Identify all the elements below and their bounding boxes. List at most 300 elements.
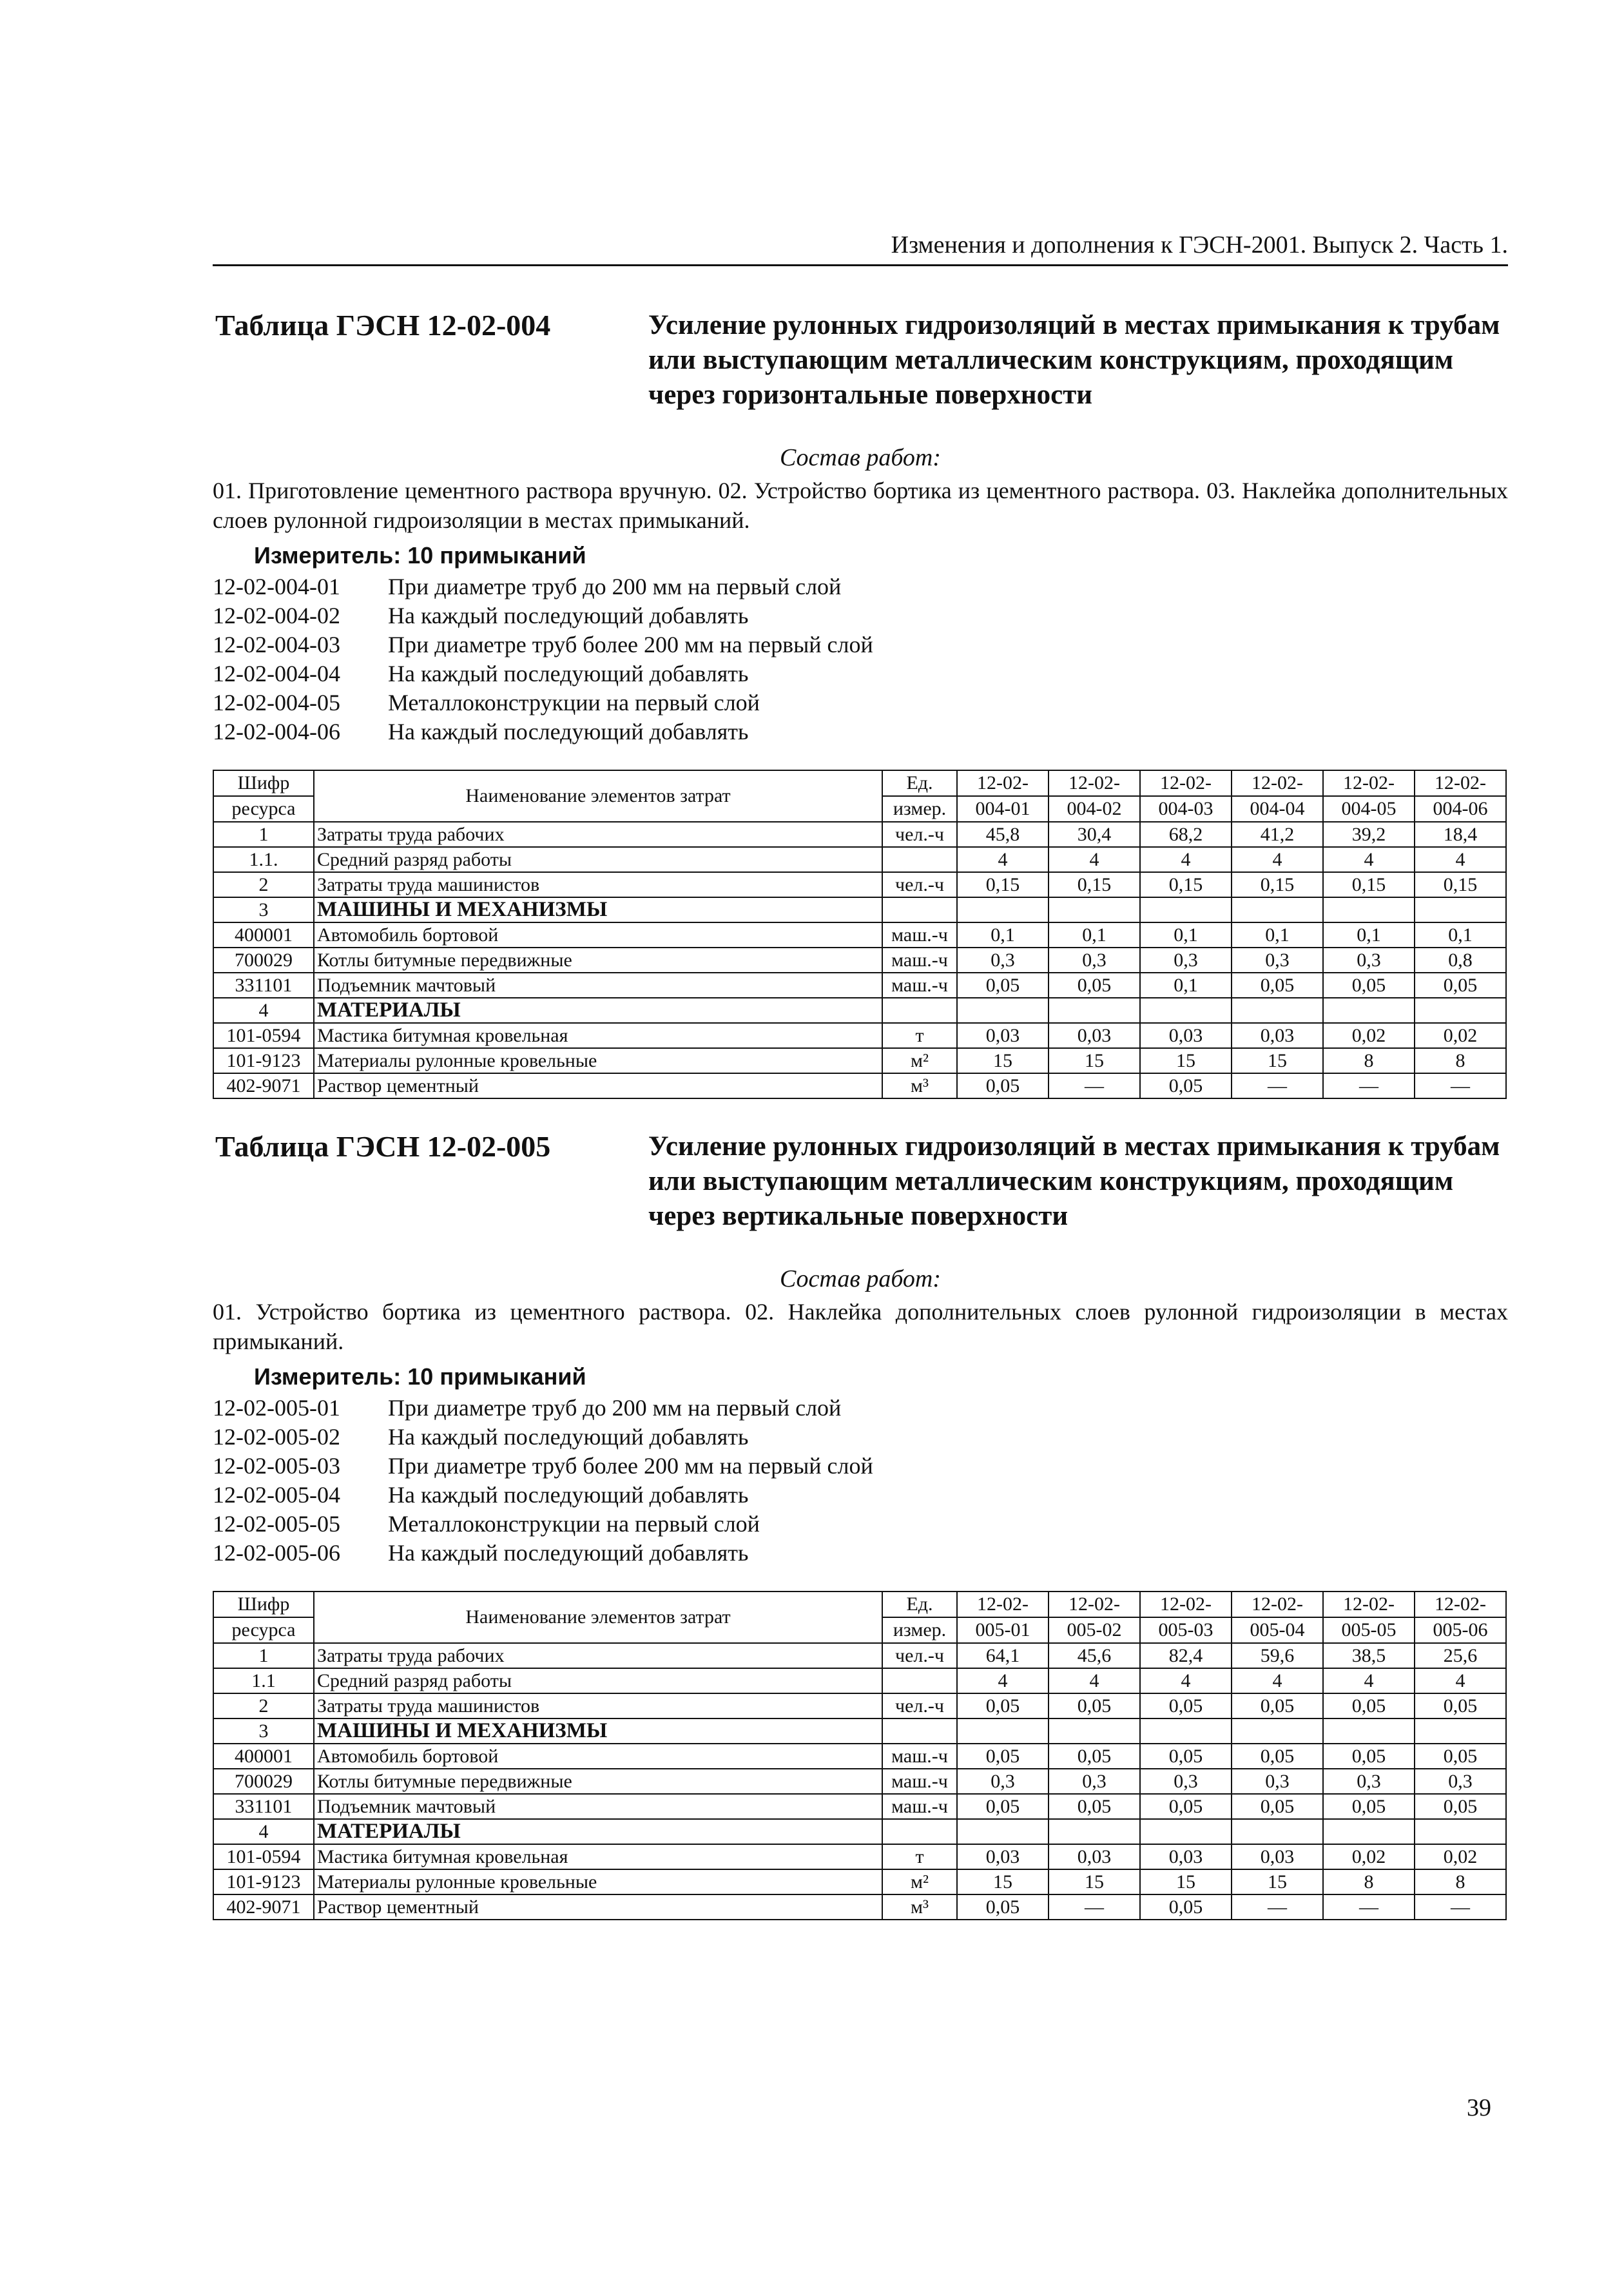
norm-value [1232, 897, 1323, 922]
resource-name: Затраты труда рабочих [314, 1643, 882, 1668]
norm-value: 0,1 [1140, 922, 1232, 948]
resource-name: Раствор цементный [314, 1894, 882, 1920]
code-list-item [213, 659, 1508, 688]
page-number: 39 [1467, 2094, 1491, 2121]
norm-value: 0,02 [1323, 1844, 1415, 1869]
norm-value: 0,02 [1415, 1023, 1506, 1048]
resource-unit: чел.-ч [882, 822, 957, 847]
norm-value: 8 [1323, 1869, 1415, 1894]
norm-value: — [1232, 1073, 1323, 1098]
norm-value: 18,4 [1415, 822, 1506, 847]
table-row [213, 1769, 1506, 1794]
resource-name: Подъемник мачтовый [314, 1794, 882, 1819]
resource-unit: маш.-ч [882, 1744, 957, 1769]
item-code: 12-02-004-02 [213, 603, 340, 628]
norm-value: 0,05 [1140, 1073, 1232, 1098]
norm-value: 4 [1049, 1668, 1140, 1693]
header-norm-code: 12-02- [1323, 770, 1415, 796]
item-code: 12-02-004-01 [213, 574, 340, 599]
resource-code: 101-9123 [213, 1869, 314, 1894]
norm-value: 39,2 [1323, 822, 1415, 847]
composition-label: Состав работ: [779, 1265, 942, 1292]
norm-value [1232, 1819, 1323, 1844]
resource-name: Материалы рулонные кровельные [314, 1048, 882, 1073]
item-description: При диаметре труб более 200 мм на первый слой [388, 1453, 873, 1479]
norm-value: 0,05 [1049, 973, 1140, 998]
norm-value [1415, 1819, 1506, 1844]
norm-value: 15 [957, 1048, 1049, 1073]
norm-value: 0,02 [1415, 1844, 1506, 1869]
code-list-item [213, 601, 1508, 630]
composition-text: 01. Устройство бортика из цементного раствора. 02. Наклейка дополнительных слоев рулонной гидроизоляции в местах примыканий. [213, 1299, 1508, 1354]
resource-unit: маш.-ч [882, 948, 957, 973]
norm-value: 45,6 [1049, 1643, 1140, 1668]
table-row [213, 1643, 1506, 1668]
resource-code: 402-9071 [213, 1073, 314, 1098]
item-description: На каждый последующий добавлять [388, 1424, 749, 1450]
norm-value: 4 [1232, 847, 1323, 872]
resource-unit: маш.-ч [882, 1794, 957, 1819]
norm-value: 0,05 [957, 1894, 1049, 1920]
norm-value: 15 [1140, 1048, 1232, 1073]
norm-value: 0,03 [957, 1844, 1049, 1869]
header-norm-code: 005-04 [1232, 1617, 1323, 1643]
norm-value [1049, 1819, 1140, 1844]
resource-unit: м² [882, 1869, 957, 1894]
norm-value: 0,05 [1415, 973, 1506, 998]
header-norm-code: 12-02- [1140, 770, 1232, 796]
table-row [213, 1794, 1506, 1819]
table-row [213, 1718, 1506, 1744]
table-title: Усиление рулонных гидроизоляций в местах примыкания к трубам или выступающим металлическим конструкциям, проходящим через вертикальные поверхности [648, 1131, 1500, 1231]
header-norm-code: 12-02- [957, 770, 1049, 796]
resource-name: Затраты труда машинистов [314, 872, 882, 897]
resource-name: Автомобиль бортовой [314, 922, 882, 948]
header-norm-code: 12-02- [1323, 1592, 1415, 1617]
resource-name: МАТЕРИАЛЫ [314, 998, 882, 1023]
resource-name: Материалы рулонные кровельные [314, 1869, 882, 1894]
resource-name: Затраты труда рабочих [314, 822, 882, 847]
norm-value: 0,05 [1232, 973, 1323, 998]
item-code: 12-02-004-03 [213, 632, 340, 657]
table-row [213, 897, 1506, 922]
norm-value: 0,05 [1323, 973, 1415, 998]
table-row [213, 1869, 1506, 1894]
norm-value: 8 [1415, 1048, 1506, 1073]
norm-value: 68,2 [1140, 822, 1232, 847]
table-row [213, 1023, 1506, 1048]
item-code: 12-02-005-01 [213, 1395, 340, 1421]
norm-table [213, 1591, 1507, 1920]
header-norm-code: 004-05 [1323, 796, 1415, 822]
norm-value: 0,05 [1415, 1744, 1506, 1769]
header-norm-code: 005-05 [1323, 1617, 1415, 1643]
norm-value [1415, 897, 1506, 922]
resource-code: 3 [213, 1718, 314, 1744]
item-code: 12-02-005-06 [213, 1540, 340, 1566]
norm-value: 0,3 [1140, 1769, 1232, 1794]
norm-value: 15 [1232, 1869, 1323, 1894]
norm-value: 0,15 [1049, 872, 1140, 897]
header-unit: Ед. [882, 770, 957, 796]
norm-value: 4 [1323, 1668, 1415, 1693]
resource-unit: м² [882, 1048, 957, 1073]
header-norm-code: 005-01 [957, 1617, 1049, 1643]
table-row [213, 847, 1506, 872]
norm-value: 8 [1323, 1048, 1415, 1073]
item-description: При диаметре труб более 200 мм на первый слой [388, 632, 873, 657]
norm-value [957, 1718, 1049, 1744]
norm-value: 0,1 [1232, 922, 1323, 948]
header-norm-code: 004-03 [1140, 796, 1232, 822]
resource-unit [882, 1668, 957, 1693]
resource-code: 1.1 [213, 1668, 314, 1693]
norm-value [957, 1819, 1049, 1844]
norm-value [957, 998, 1049, 1023]
norm-value: 0,15 [1415, 872, 1506, 897]
resource-unit: чел.-ч [882, 872, 957, 897]
norm-value [1140, 1819, 1232, 1844]
norm-value: 0,8 [1415, 948, 1506, 973]
resource-unit [882, 897, 957, 922]
norm-value [1323, 897, 1415, 922]
code-list [213, 572, 1508, 746]
table-row [213, 1894, 1506, 1920]
resource-unit [882, 998, 957, 1023]
meter: Измеритель: 10 примыканий [254, 542, 586, 569]
norm-value: 59,6 [1232, 1643, 1323, 1668]
norm-value: 0,02 [1323, 1023, 1415, 1048]
norm-value: 0,15 [1323, 872, 1415, 897]
norm-value: 4 [957, 847, 1049, 872]
norm-value: 82,4 [1140, 1643, 1232, 1668]
norm-value [1415, 1718, 1506, 1744]
header-name: Наименование элементов затрат [314, 1592, 882, 1643]
norm-value: 0,05 [1323, 1693, 1415, 1718]
norm-value: 15 [957, 1869, 1049, 1894]
resource-name: Средний разряд работы [314, 1668, 882, 1693]
item-code: 12-02-005-02 [213, 1424, 340, 1450]
norm-value: — [1232, 1894, 1323, 1920]
norm-value [1140, 1718, 1232, 1744]
header-norm-code: 12-02- [1140, 1592, 1232, 1617]
norm-value: 0,05 [957, 1693, 1049, 1718]
norm-value: 25,6 [1415, 1643, 1506, 1668]
norm-value: 0,3 [1415, 1769, 1506, 1794]
item-description: На каждый последующий добавлять [388, 1540, 749, 1566]
resource-code: 101-9123 [213, 1048, 314, 1073]
norm-value: 0,1 [957, 922, 1049, 948]
resource-unit [882, 847, 957, 872]
header-name: Наименование элементов затрат [314, 770, 882, 822]
norm-value: 0,03 [1049, 1023, 1140, 1048]
header-norm-code: 12-02- [1415, 770, 1506, 796]
header-norm-code: 004-01 [957, 796, 1049, 822]
resource-name: МАТЕРИАЛЫ [314, 1819, 882, 1844]
norm-value: 8 [1415, 1869, 1506, 1894]
norm-value: 0,05 [1415, 1693, 1506, 1718]
resource-name: МАШИНЫ И МЕХАНИЗМЫ [314, 1718, 882, 1744]
table-row [213, 1048, 1506, 1073]
norm-value: 0,3 [957, 948, 1049, 973]
table-row [213, 872, 1506, 897]
item-code: 12-02-004-05 [213, 690, 340, 716]
norm-value: 4 [1140, 1668, 1232, 1693]
norm-value: 4 [1232, 1668, 1323, 1693]
code-list-item [213, 1394, 1508, 1423]
header-norm-code: 12-02- [1049, 1592, 1140, 1617]
item-description: На каждый последующий добавлять [388, 719, 749, 745]
norm-value: 0,05 [957, 973, 1049, 998]
norm-value: 0,3 [1323, 1769, 1415, 1794]
norm-value: 0,1 [1049, 922, 1140, 948]
norm-value: — [1415, 1894, 1506, 1920]
norm-value: 0,1 [1415, 922, 1506, 948]
code-list [213, 1394, 1508, 1568]
table-row [213, 1819, 1506, 1844]
item-description: При диаметре труб до 200 мм на первый слой [388, 574, 842, 599]
resource-unit [882, 1819, 957, 1844]
resource-code: 700029 [213, 1769, 314, 1794]
resource-code: 331101 [213, 1794, 314, 1819]
composition-label: Состав работ: [779, 444, 942, 471]
resource-code: 1 [213, 822, 314, 847]
norm-value: 0,05 [957, 1073, 1049, 1098]
code-list-item [213, 630, 1508, 659]
norm-value: 0,05 [1140, 1794, 1232, 1819]
code-list-item [213, 1510, 1508, 1539]
code-list-item [213, 1539, 1508, 1568]
norm-value: 15 [1232, 1048, 1323, 1073]
item-description: При диаметре труб до 200 мм на первый слой [388, 1395, 842, 1421]
code-list-item [213, 1452, 1508, 1481]
resource-code: 4 [213, 998, 314, 1023]
norm-value: — [1049, 1073, 1140, 1098]
code-list-item [213, 1481, 1508, 1510]
norm-value: 0,05 [1323, 1744, 1415, 1769]
norm-value: 4 [957, 1668, 1049, 1693]
norm-value: 15 [1049, 1869, 1140, 1894]
norm-value: 4 [1415, 847, 1506, 872]
header-row [213, 1592, 1506, 1617]
table-code: Таблица ГЭСН 12-02-004 [215, 309, 551, 342]
norm-value: 0,05 [1140, 1693, 1232, 1718]
table-row [213, 1844, 1506, 1869]
item-description: На каждый последующий добавлять [388, 603, 749, 628]
header-norm-code: 12-02- [1232, 770, 1323, 796]
table-row [213, 1693, 1506, 1718]
header-code: ресурса [213, 796, 314, 822]
resource-name: Мастика битумная кровельная [314, 1023, 882, 1048]
resource-unit: маш.-ч [882, 973, 957, 998]
code-list-item [213, 717, 1508, 746]
norm-value: 41,2 [1232, 822, 1323, 847]
norm-value: 64,1 [957, 1643, 1049, 1668]
table-code: Таблица ГЭСН 12-02-005 [215, 1130, 551, 1163]
code-list-item [213, 688, 1508, 717]
resource-unit: м³ [882, 1894, 957, 1920]
norm-value: 0,05 [1323, 1794, 1415, 1819]
norm-value: 0,03 [1140, 1844, 1232, 1869]
resource-name: Котлы битумные передвижные [314, 948, 882, 973]
resource-unit: м³ [882, 1073, 957, 1098]
header-norm-code: 005-06 [1415, 1617, 1506, 1643]
code-list-item [213, 1423, 1508, 1452]
resource-code: 1 [213, 1643, 314, 1668]
table-row [213, 948, 1506, 973]
resource-code: 400001 [213, 1744, 314, 1769]
norm-value: 0,03 [1140, 1023, 1232, 1048]
norm-value: 0,03 [1049, 1844, 1140, 1869]
resource-name: Котлы битумные передвижные [314, 1769, 882, 1794]
norm-value: 0,1 [1140, 973, 1232, 998]
norm-value: 0,3 [1140, 948, 1232, 973]
norm-value: 4 [1415, 1668, 1506, 1693]
composition-text: 01. Приготовление цементного раствора вручную. 02. Устройство бортика из цементного раствора. 03. Наклейка дополнительных слоев рулонной гидроизоляции в местах примыканий. [213, 478, 1508, 533]
header-row [213, 770, 1506, 796]
header-norm-code: 005-02 [1049, 1617, 1140, 1643]
norm-value [1049, 998, 1140, 1023]
norm-value: 0,3 [957, 1769, 1049, 1794]
resource-code: 4 [213, 1819, 314, 1844]
table-row [213, 1744, 1506, 1769]
norm-value: 0,3 [1323, 948, 1415, 973]
resource-code: 3 [213, 897, 314, 922]
item-code: 12-02-004-04 [213, 661, 340, 686]
item-description: Металлоконструкции на первый слой [388, 690, 760, 716]
norm-value: 0,3 [1049, 1769, 1140, 1794]
resource-unit: чел.-ч [882, 1643, 957, 1668]
header-norm-code: 005-03 [1140, 1617, 1232, 1643]
norm-value: 0,05 [1415, 1794, 1506, 1819]
norm-value [1415, 998, 1506, 1023]
header-norm-code: 004-02 [1049, 796, 1140, 822]
table-title: Усиление рулонных гидроизоляций в местах примыкания к трубам или выступающим металлическим конструкциям, проходящим через горизонтальные поверхности [648, 310, 1500, 410]
norm-value: 0,05 [1049, 1744, 1140, 1769]
resource-name: МАШИНЫ И МЕХАНИЗМЫ [314, 897, 882, 922]
resource-code: 402-9071 [213, 1894, 314, 1920]
meter: Измеритель: 10 примыканий [254, 1363, 586, 1390]
item-code: 12-02-004-06 [213, 719, 340, 745]
norm-value [1232, 998, 1323, 1023]
resource-unit: чел.-ч [882, 1693, 957, 1718]
header-code: ресурса [213, 1617, 314, 1643]
norm-value [1323, 1819, 1415, 1844]
norm-value: 4 [1049, 847, 1140, 872]
norm-value: 0,05 [1232, 1794, 1323, 1819]
resource-code: 2 [213, 872, 314, 897]
norm-value [957, 897, 1049, 922]
header-unit: измер. [882, 796, 957, 822]
norm-value: 0,05 [1232, 1693, 1323, 1718]
norm-value [1232, 1718, 1323, 1744]
header-unit: Ед. [882, 1592, 957, 1617]
resource-name: Подъемник мачтовый [314, 973, 882, 998]
running-header: Изменения и дополнения к ГЭСН-2001. Выпуск 2. Часть 1. [213, 231, 1508, 266]
norm-value: 38,5 [1323, 1643, 1415, 1668]
norm-value: 15 [1140, 1869, 1232, 1894]
norm-value: 0,03 [1232, 1023, 1323, 1048]
table-row [213, 822, 1506, 847]
resource-code: 331101 [213, 973, 314, 998]
header-norm-code: 12-02- [1232, 1592, 1323, 1617]
header-norm-code: 004-04 [1232, 796, 1323, 822]
resource-unit [882, 1718, 957, 1744]
resource-unit: т [882, 1844, 957, 1869]
norm-value [1049, 897, 1140, 922]
table-row [213, 973, 1506, 998]
header-code: Шифр [213, 770, 314, 796]
norm-value: 0,03 [957, 1023, 1049, 1048]
section-heading [213, 1129, 1508, 1258]
resource-unit: маш.-ч [882, 1769, 957, 1794]
item-description: На каждый последующий добавлять [388, 661, 749, 686]
norm-value: 0,03 [1232, 1844, 1323, 1869]
resource-code: 700029 [213, 948, 314, 973]
norm-value: 0,3 [1232, 948, 1323, 973]
norm-value: 0,3 [1232, 1769, 1323, 1794]
resource-code: 101-0594 [213, 1023, 314, 1048]
section-12-02-005 [213, 1129, 1508, 1920]
norm-value: 4 [1140, 847, 1232, 872]
header-norm-code: 12-02- [1415, 1592, 1506, 1617]
table-row [213, 998, 1506, 1023]
item-description: Металлоконструкции на первый слой [388, 1511, 760, 1537]
resource-unit: т [882, 1023, 957, 1048]
norm-value: — [1415, 1073, 1506, 1098]
header-norm-code: 12-02- [957, 1592, 1049, 1617]
header-norm-code: 12-02- [1049, 770, 1140, 796]
norm-value: 30,4 [1049, 822, 1140, 847]
table-row [213, 1668, 1506, 1693]
item-code: 12-02-005-04 [213, 1482, 340, 1508]
resource-unit: маш.-ч [882, 922, 957, 948]
norm-table [213, 770, 1507, 1099]
table-row [213, 922, 1506, 948]
item-code: 12-02-005-03 [213, 1453, 340, 1479]
norm-value: 0,15 [1232, 872, 1323, 897]
norm-value: 0,05 [957, 1744, 1049, 1769]
resource-code: 400001 [213, 922, 314, 948]
resource-name: Средний разряд работы [314, 847, 882, 872]
norm-value: 0,1 [1323, 922, 1415, 948]
norm-value [1140, 897, 1232, 922]
norm-value [1140, 998, 1232, 1023]
norm-value: 0,15 [1140, 872, 1232, 897]
norm-value: 0,05 [1049, 1794, 1140, 1819]
norm-value: 0,05 [957, 1794, 1049, 1819]
header-code: Шифр [213, 1592, 314, 1617]
norm-value: — [1323, 1894, 1415, 1920]
section-12-02-004 [213, 308, 1508, 1099]
code-list-item [213, 572, 1508, 601]
norm-value: 45,8 [957, 822, 1049, 847]
norm-value: 0,05 [1049, 1693, 1140, 1718]
resource-code: 1.1. [213, 847, 314, 872]
resource-code: 2 [213, 1693, 314, 1718]
item-code: 12-02-005-05 [213, 1511, 340, 1537]
table-row [213, 1073, 1506, 1098]
header-unit: измер. [882, 1617, 957, 1643]
resource-code: 101-0594 [213, 1844, 314, 1869]
norm-value [1049, 1718, 1140, 1744]
resource-name: Автомобиль бортовой [314, 1744, 882, 1769]
section-heading [213, 308, 1508, 437]
header-norm-code: 004-06 [1415, 796, 1506, 822]
item-description: На каждый последующий добавлять [388, 1482, 749, 1508]
resource-name: Мастика битумная кровельная [314, 1844, 882, 1869]
norm-value: — [1323, 1073, 1415, 1098]
